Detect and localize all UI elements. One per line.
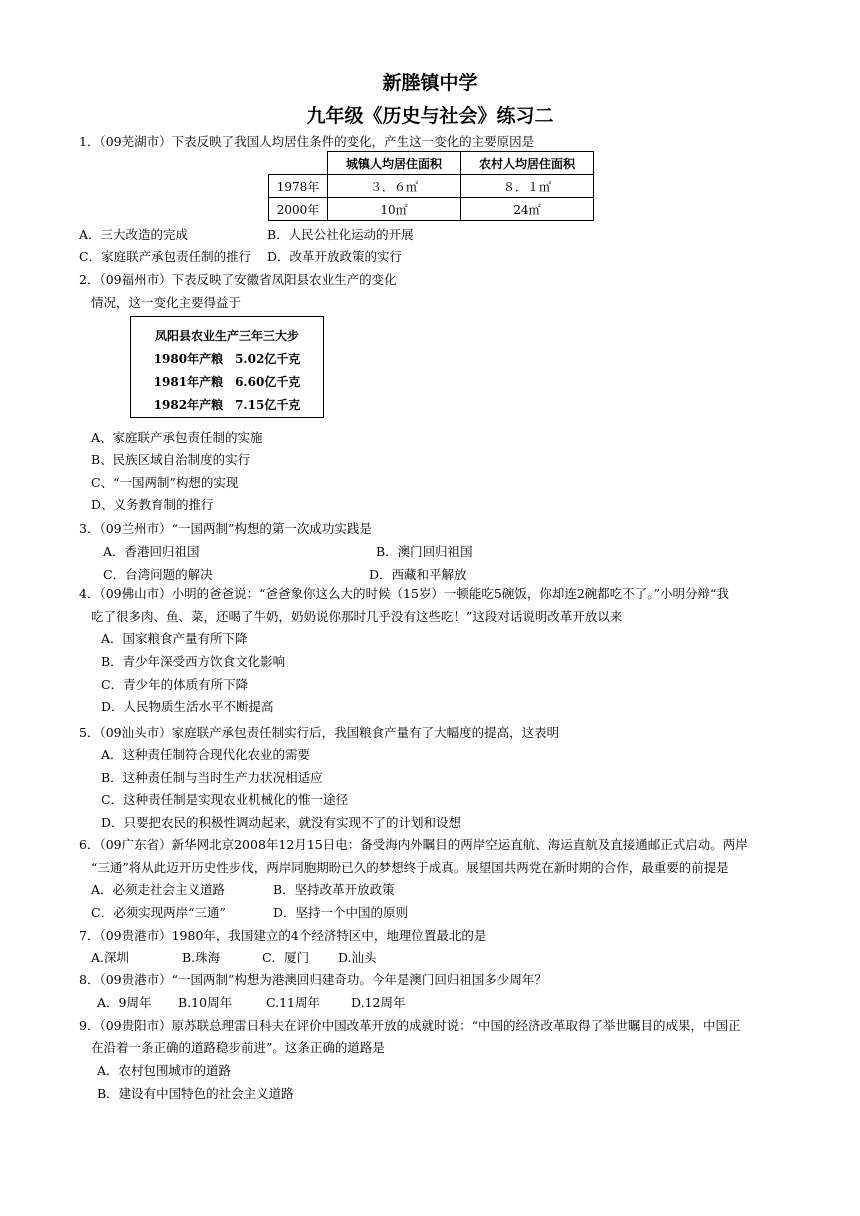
q4-stem: 4．（09佛山市）小明的爸爸说：“爸爸象你这么大的时候（15岁）一顿能吃5碗饭，你却连2碗都吃不了。”小明分辩“我 [79, 586, 729, 601]
table-cell: 10㎡ [328, 198, 461, 221]
q5-option-c: C．这种责任制是实现农业机械化的惟一途径 [101, 792, 349, 807]
q2-option-b: B、民族区域自治制度的实行 [91, 452, 251, 467]
q8-stem: 8．（09贵港市）“一国两制”构想为港澳回归建奇功。今年是澳门回归祖国多少周年？ [79, 972, 547, 987]
q3-option-c: C．台湾问题的解决 [103, 567, 213, 582]
q3-stem: 3．（09兰州市）“一国两制”构想的第一次成功实践是 [79, 521, 372, 536]
q6-option-d: D．坚持一个中国的原则 [273, 905, 409, 920]
q9-stem-cont: 在沿着一条正确的道路稳步前进”。这条正确的道路是 [91, 1040, 385, 1055]
q5-option-d: D．只要把农民的积极性调动起来，就没有实现不了的计划和设想 [101, 815, 462, 830]
q8-option-a: A．9周年 [97, 995, 152, 1010]
q9-stem: 9．（09贵阳市）原苏联总理雷日科夫在评价中国改革开放的成就时说：“中国的经济改革取得了举世瞩目的成果，中国正 [79, 1018, 741, 1033]
q4-option-b: B．青少年深受西方饮食文化影响 [101, 654, 286, 669]
q5-stem: 5．（09汕头市）家庭联产承包责任制实行后，我国粮食产量有了大幅度的提高，这表明 [79, 725, 560, 740]
q2-option-d: D、义务教育制的推行 [91, 497, 214, 512]
q3-option-b: B．澳门回归祖国 [376, 544, 473, 559]
q9-option-b: B．建设有中国特色的社会主义道路 [97, 1086, 294, 1101]
q3-option-d: D．西藏和平解放 [369, 567, 467, 582]
table-header: 农村人均居住面积 [461, 152, 594, 175]
school-name: 新塍镇中学 [382, 72, 478, 94]
q9-option-a: A．农村包围城市的道路 [97, 1063, 232, 1078]
q7-option-c: C．厦门 [262, 950, 310, 965]
box-line-1982: 1982年产粮 7.15亿千克 [153, 398, 301, 412]
q6-stem-cont: “三通”将从此迈开历史性步伐，两岸同胞期盼已久的梦想终于成真。展望国共两党在新时期的合作，最重要的前提是 [91, 860, 729, 875]
q7-stem: 7．（09贵港市）1980年，我国建立的4个经济特区中，地理位置最北的是 [79, 928, 487, 943]
table-cell: 1978年 [269, 175, 328, 198]
q1-table [268, 151, 594, 221]
table-cell: 2000年 [269, 198, 328, 221]
q4-option-d: D．人民物质生活水平不断提高 [101, 699, 274, 714]
q6-option-b: B．坚持改革开放政策 [273, 882, 395, 897]
table-row [269, 198, 594, 221]
table-cell: ３．６㎡ [328, 175, 461, 198]
q1-option-a: A．三大改造的完成 [79, 227, 189, 242]
q7-option-b: B.珠海 [182, 950, 221, 965]
q8-option-d: D.12周年 [351, 995, 406, 1010]
q2-stem: 2．（09福州市）下表反映了安徽省凤阳县农业生产的变化 [79, 272, 397, 287]
q6-option-a: A．必须走社会主义道路 [91, 882, 226, 897]
q4-stem-cont: 吃了很多肉、鱼、菜，还喝了牛奶，奶奶说你那时几乎没有这些吃！”这段对话说明改革开放以来 [91, 609, 623, 624]
q7-option-a: A.深圳 [91, 950, 130, 965]
q1-option-d: D．改革开放政策的实行 [267, 249, 403, 264]
q6-stem: 6．（09广东省）新华网北京2008年12月15日电：备受海内外瞩目的两岸空运直航、海运直航及直接通邮正式启动。两岸 [79, 837, 748, 852]
q5-option-b: B．这种责任制与当时生产力状况相适应 [101, 770, 323, 785]
box-title: 凤阳县农业生产三年三大步 [154, 329, 299, 343]
q4-option-c: C．青少年的体质有所下降 [101, 677, 249, 692]
q1-option-c: C．家庭联产承包责任制的推行 [79, 249, 252, 264]
q4-option-a: A．国家粮食产量有所下降 [101, 631, 248, 646]
q2-stem-cont: 情况，这一变化主要得益于 [91, 295, 242, 310]
page-title: 九年级《历史与社会》练习二 [306, 105, 554, 127]
table-cell: ８．１㎡ [461, 175, 594, 198]
q2-option-c: C、“一国两制”构想的实现 [91, 475, 239, 490]
q5-option-a: A．这种责任制符合现代化农业的需要 [101, 747, 311, 762]
q7-option-d: D.汕头 [338, 950, 377, 965]
q2-option-a: A、家庭联产承包责任制的实施 [91, 430, 263, 445]
table-header: 城镇人均居住面积 [328, 152, 461, 175]
q1-option-b: B．人民公社化运动的开展 [267, 227, 414, 242]
table-cell: 24㎡ [461, 198, 594, 221]
box-line-1980: 1980年产粮 5.02亿千克 [153, 352, 301, 366]
table-cell [269, 152, 328, 175]
q1-stem: 1．（09芜湖市）下表反映了我国人均居住条件的变化，产生这一变化的主要原因是 [79, 134, 535, 149]
box-line-1981: 1981年产粮 6.60亿千克 [153, 375, 301, 389]
q6-option-c: C．必须实现两岸“三通” [91, 905, 226, 920]
q8-option-b: B.10周年 [178, 995, 233, 1010]
table-row [269, 152, 594, 175]
q2-data-box [130, 316, 324, 418]
table-row [269, 175, 594, 198]
q8-option-c: C.11周年 [266, 995, 320, 1010]
q3-option-a: A．香港回归祖国 [103, 544, 200, 559]
